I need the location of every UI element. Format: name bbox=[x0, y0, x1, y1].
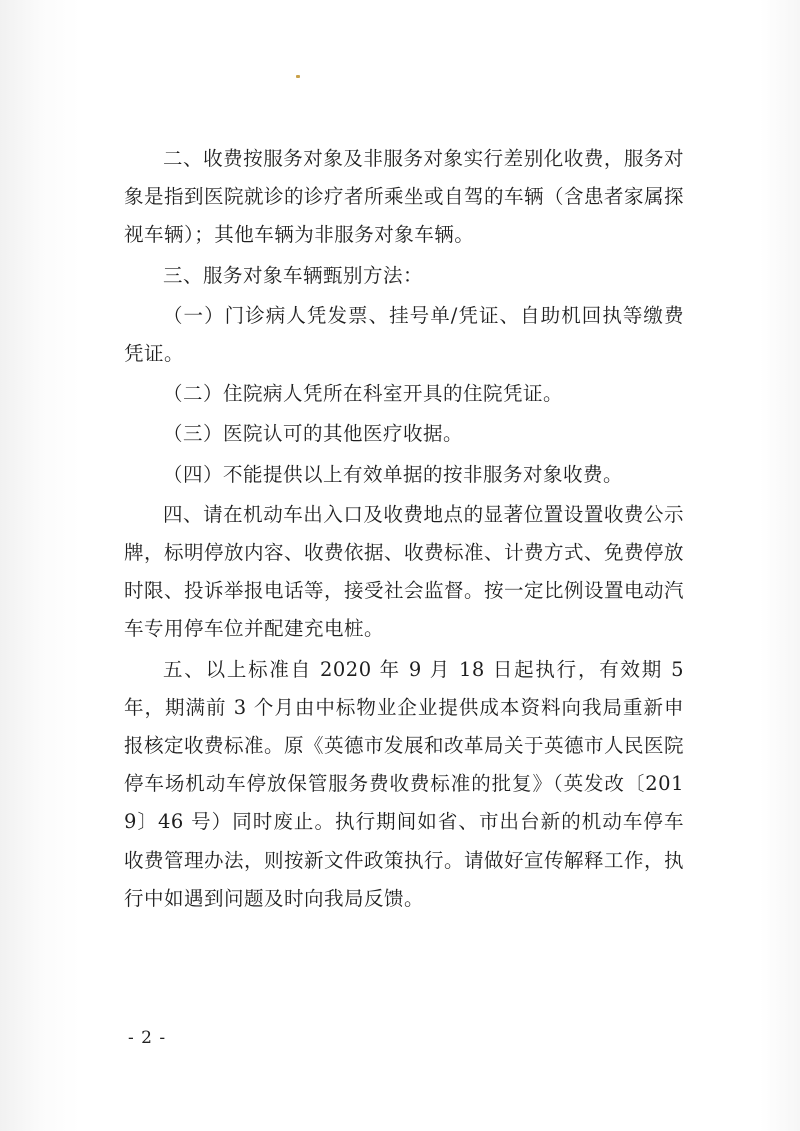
page-number: - 2 - bbox=[128, 1028, 167, 1048]
paragraph-effective-date: 五、以上标准自 2020 年 9 月 18 日起执行，有效期 5 年，期满前 3 个月由中标物业企业提供成本资料向我局重新申报核定收费标准。原《英德市发展和改革局关于英德市人民医院停车场机动车停放保管服务费收费标准的批复》（英发改〔2019〕46 号）同时废止。执行期间如省、市出台新的机动车停车收费管理办法，则按新文件政策执行。请做好宣传解释工作，执行中如遇到问题及时向我局反馈。 bbox=[124, 657, 685, 910]
document-body bbox=[124, 140, 684, 918]
scan-speck bbox=[296, 75, 300, 78]
paragraph-service-object-definition: 二、收费按服务对象及非服务对象实行差别化收费，服务对象是指到医院就诊的诊疗者所乘坐或自驾的车辆（含患者家属探视车辆）；其他车辆为非服务对象车辆。 bbox=[124, 147, 685, 247]
paragraph-item-1: （一）门诊病人凭发票、挂号单/凭证、自助机回执等缴费凭证。 bbox=[124, 303, 684, 366]
paragraph-item-4: （四）不能提供以上有效单据的按非服务对象收费。 bbox=[163, 462, 624, 486]
paragraph-identification-method: 三、服务对象车辆甄别方法： bbox=[163, 263, 424, 287]
paragraph-item-2: （二）住院病人凭所在科室开具的住院凭证。 bbox=[163, 382, 564, 406]
paragraph-item-3: （三）医院认可的其他医疗收据。 bbox=[163, 422, 464, 446]
paragraph-signage-requirements: 四、请在机动车出入口及收费地点的显著位置设置收费公示牌，标明停放内容、收费依据、收费标准、计费方式、免费停放时限、投诉举报电话等，接受社会监督。按一定比例设置电动汽车专用停车位并配建充电桩。 bbox=[124, 502, 685, 641]
